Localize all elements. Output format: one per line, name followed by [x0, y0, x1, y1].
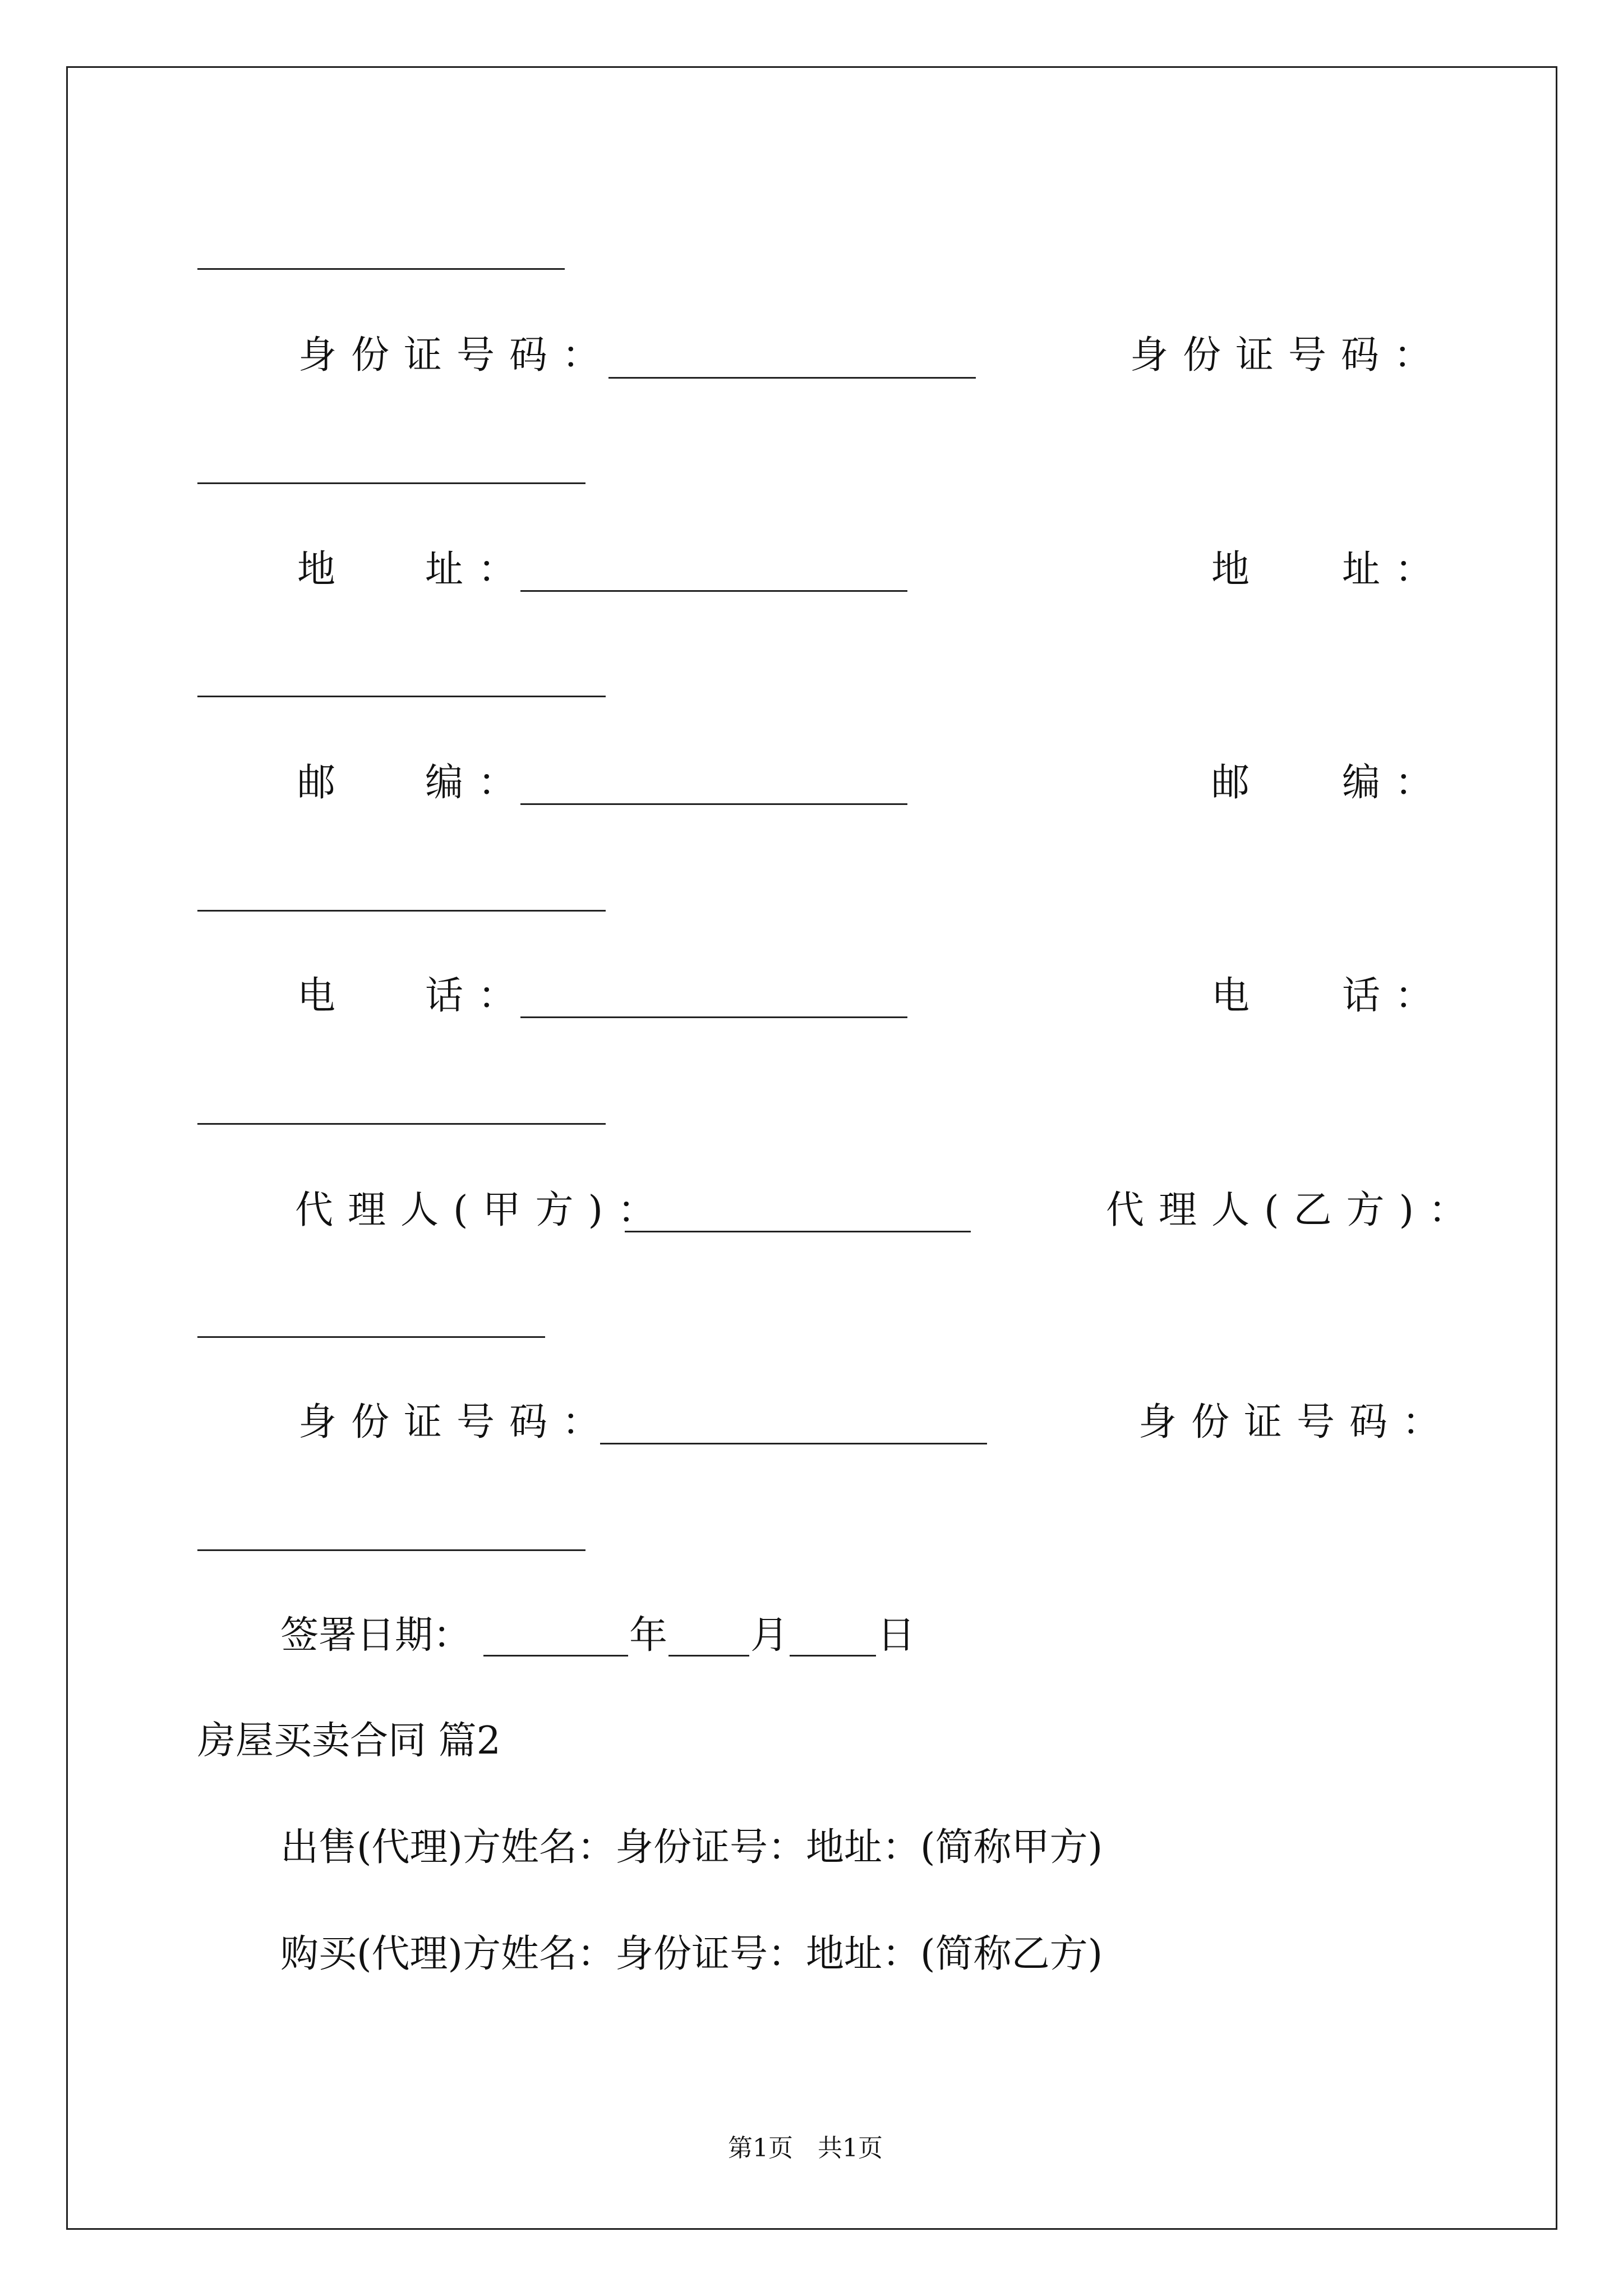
- addr-label-left-a: 地: [297, 547, 336, 592]
- zip-label-left-a: 邮: [297, 761, 336, 805]
- tel-label-left-a: 电: [297, 974, 336, 1018]
- tel-label-right-b: 话：: [1342, 974, 1448, 1018]
- tel-label-left-b: 话：: [425, 974, 531, 1018]
- seller-line: 出售(代理)方姓名：身份证号：地址：(简称甲方): [280, 1825, 1103, 1870]
- addr-label-right-b: 址：: [1342, 547, 1448, 592]
- tel-label-right-a: 电: [1211, 974, 1250, 1018]
- id-blank-left: [608, 377, 976, 379]
- zip-label-right-a: 邮: [1211, 761, 1250, 805]
- buyer-line: 购买(代理)方姓名：身份证号：地址：(简称乙方): [280, 1932, 1103, 1976]
- date-label: 签署日期：: [280, 1613, 472, 1658]
- tel-blank-cont: [197, 1123, 606, 1125]
- agent-blank-left: [625, 1231, 971, 1232]
- zip-label-right-b: 编：: [1342, 761, 1448, 805]
- id-label-right: 身份证号码：: [1130, 333, 1447, 378]
- agent-blank-cont: [197, 1336, 545, 1338]
- addr-blank-cont: [197, 696, 606, 697]
- id-blank-cont: [197, 482, 585, 484]
- date-blank-day: [790, 1655, 876, 1657]
- agent-id-blank-cont: [197, 1549, 585, 1551]
- date-month-label: 月: [750, 1613, 789, 1658]
- zip-blank-cont: [197, 910, 606, 912]
- agent-id-label-left: 身份证号码：: [298, 1400, 615, 1444]
- zip-blank-left: [520, 803, 907, 805]
- date-day-label: 日: [877, 1613, 916, 1658]
- zip-label-left-b: 编：: [425, 761, 531, 805]
- agent-id-label-right: 身份证号码：: [1138, 1400, 1455, 1444]
- agent-label-right: 代理人(乙方)：: [1106, 1188, 1482, 1232]
- id-label-left: 身份证号码：: [298, 333, 615, 378]
- page-border: [66, 66, 1557, 2230]
- date-year-label: 年: [629, 1613, 668, 1658]
- agent-label-left: 代理人(甲方)：: [295, 1188, 671, 1232]
- addr-label-left-b: 址：: [425, 547, 531, 592]
- blank-line: [197, 268, 565, 270]
- tel-blank-left: [520, 1016, 907, 1018]
- date-blank-month: [668, 1655, 749, 1657]
- addr-label-right-a: 地: [1211, 547, 1250, 592]
- agent-id-blank-left: [600, 1443, 987, 1444]
- page-number: 第1页 共1页: [728, 2134, 883, 2162]
- addr-blank-left: [520, 590, 907, 592]
- date-blank-year: [483, 1655, 628, 1657]
- section-title: 房屋买卖合同 篇2: [197, 1719, 501, 1763]
